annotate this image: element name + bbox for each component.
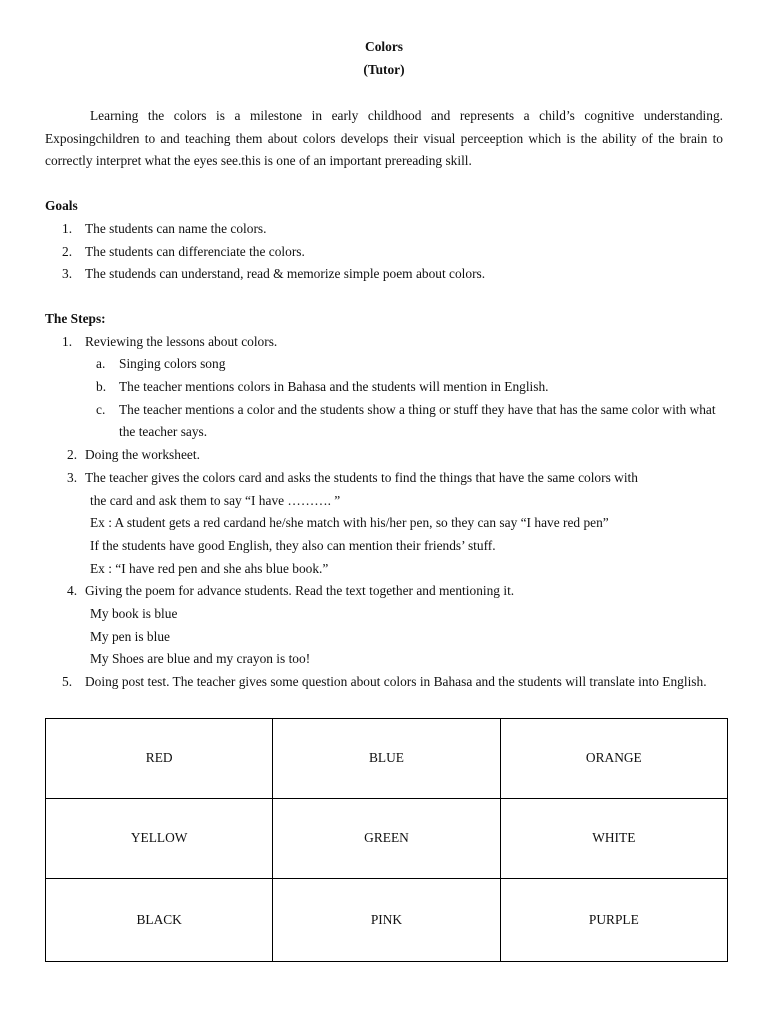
table-cell: YELLOW xyxy=(46,799,273,879)
sub-step-letter: a. xyxy=(96,356,106,372)
step-text: The teacher gives the colors card and asks the students to find the things that have the same colors with xyxy=(85,469,638,485)
step-item xyxy=(45,444,723,467)
steps-list xyxy=(45,331,723,694)
step-item xyxy=(45,671,723,694)
step-item xyxy=(45,467,723,490)
sub-step-text: Singing colors song xyxy=(119,356,226,372)
steps-heading: The Steps: xyxy=(45,310,106,326)
table-row xyxy=(46,719,728,799)
sub-step-letter: b. xyxy=(96,379,107,395)
step-text: Doing the worksheet. xyxy=(85,447,200,463)
poem-line: My Shoes are blue and my crayon is too! xyxy=(90,651,311,667)
step-continuation: If the students have good English, they also can mention their friends’ stuff. xyxy=(90,537,496,553)
sub-step-item xyxy=(45,376,723,399)
step-number: 3. xyxy=(67,469,78,485)
goal-item xyxy=(45,241,723,264)
poem-line: My book is blue xyxy=(90,606,178,622)
sub-step-item xyxy=(45,353,723,376)
step-example: Ex : “I have red pen and she ahs blue book.” xyxy=(90,560,329,576)
goal-text: The students can name the colors. xyxy=(85,220,267,236)
document-title: Colors xyxy=(365,39,403,54)
table-row xyxy=(46,799,728,879)
step-number: 2. xyxy=(67,447,78,463)
table-cell: BLACK xyxy=(46,879,273,962)
goal-text: The studends can understand, read & memorize simple poem about colors. xyxy=(85,266,486,282)
step-number: 4. xyxy=(67,583,78,599)
goal-item xyxy=(45,218,723,241)
goal-number: 1. xyxy=(62,220,73,236)
table-cell: PINK xyxy=(273,879,500,962)
document-subtitle: (Tutor) xyxy=(363,61,405,77)
goals-heading: Goals xyxy=(45,198,78,214)
table-cell: BLUE xyxy=(273,719,500,799)
poem-line: My pen is blue xyxy=(90,628,170,644)
table-cell: RED xyxy=(46,719,273,799)
table-cell: GREEN xyxy=(273,799,500,879)
step-item xyxy=(45,331,723,354)
sub-step-text: The teacher mentions a color and the students show a thing or stuff they have that has the same color with what the teacher says. xyxy=(119,401,716,440)
intro-paragraph: Learning the colors is a milestone in early childhood and represents a child’s cognitive understanding. Exposingchildren to and teaching them about colors develops their visual perceeption which is the ability of the brain to correctly interpret what the eyes see.this is one of an important prereading skill. xyxy=(45,108,723,169)
step-text: Giving the poem for advance students. Read the text together and mentioning it. xyxy=(85,583,515,599)
step-item xyxy=(45,580,723,603)
table-cell: ORANGE xyxy=(500,719,727,799)
step-number: 1. xyxy=(62,333,73,349)
table-cell: PURPLE xyxy=(500,879,727,962)
sub-step-letter: c. xyxy=(96,401,106,417)
goal-number: 2. xyxy=(62,243,73,259)
table-row xyxy=(46,879,728,962)
document-page xyxy=(45,36,723,694)
step-example: Ex : A student gets a red cardand he/she match with his/her pen, so they can say “I have red pen” xyxy=(90,515,609,531)
goal-number: 3. xyxy=(62,266,73,282)
table-cell: WHITE xyxy=(500,799,727,879)
color-table xyxy=(45,718,728,962)
step-number: 5. xyxy=(62,674,73,690)
sub-step-text: The teacher mentions colors in Bahasa and the students will mention in English. xyxy=(119,379,549,395)
step-text: Doing post test. The teacher gives some question about colors in Bahasa and the students will translate into English. xyxy=(85,674,707,690)
goal-text: The students can differenciate the colors. xyxy=(85,243,305,259)
goal-item xyxy=(45,263,723,286)
step-continuation: the card and ask them to say “I have ………. ” xyxy=(90,492,341,508)
goals-list xyxy=(45,218,723,286)
step-text: Reviewing the lessons about colors. xyxy=(85,333,278,349)
sub-step-item xyxy=(45,399,723,444)
